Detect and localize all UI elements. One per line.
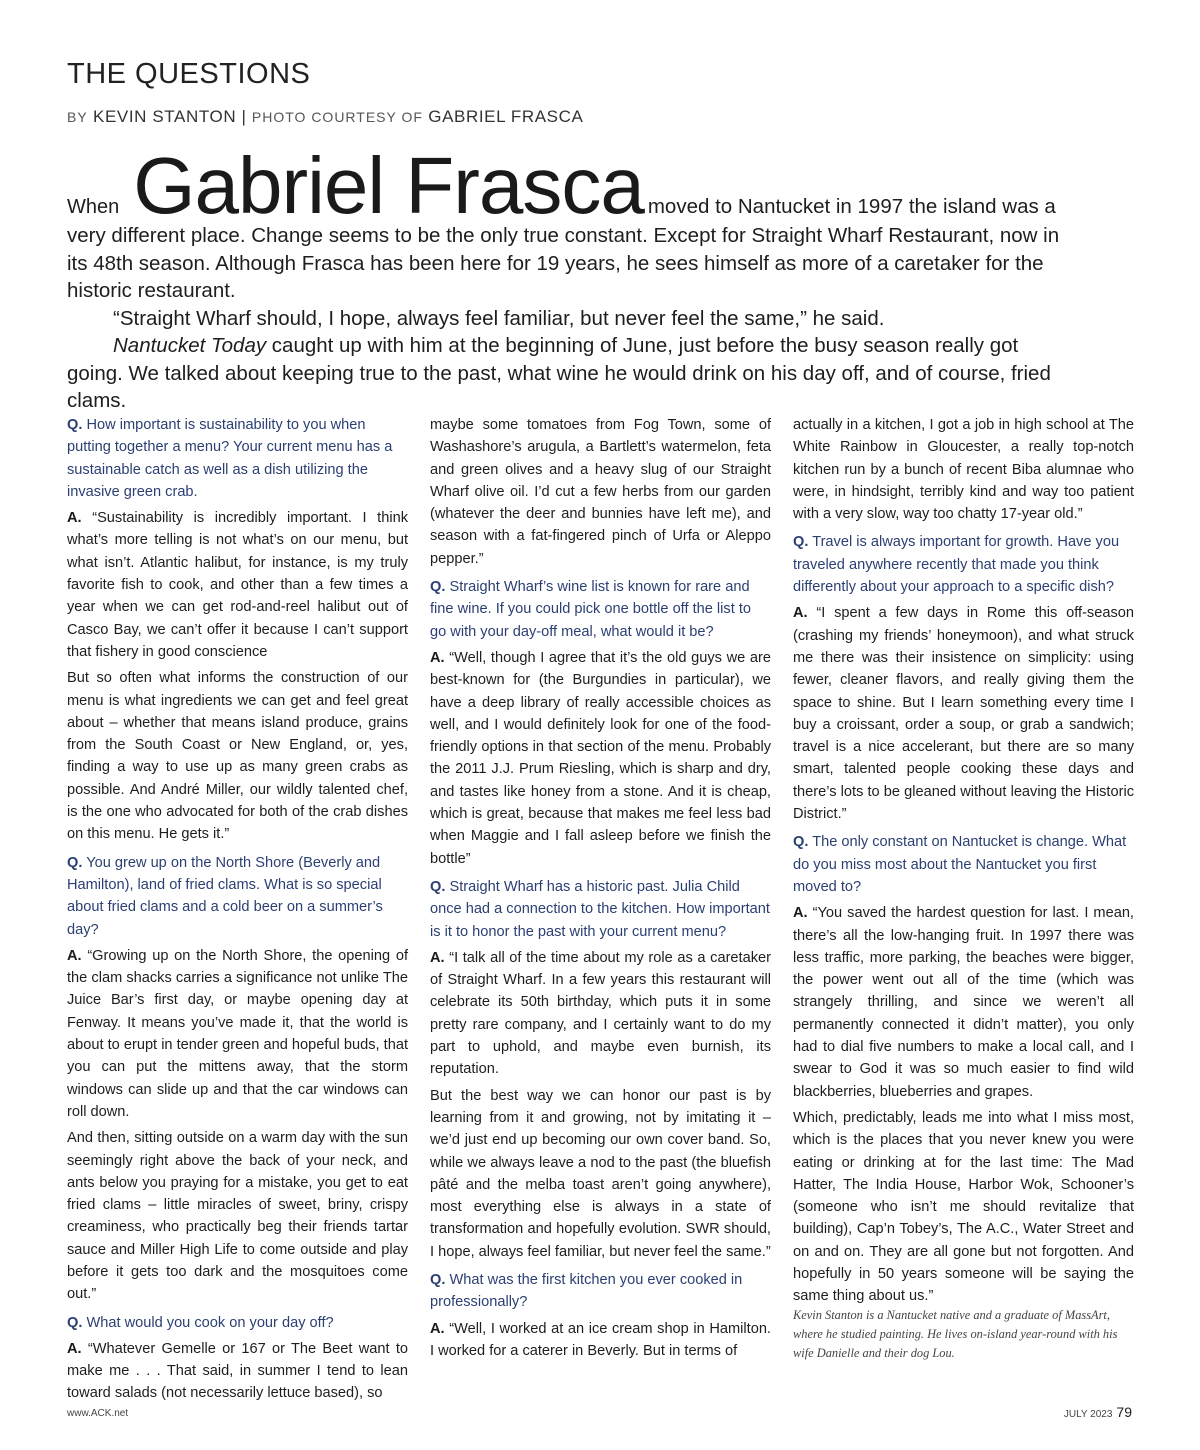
question — [67, 414, 408, 503]
q-mark: Q. — [793, 534, 809, 551]
intro-when: When — [67, 196, 120, 218]
answer — [430, 947, 771, 1081]
publication-name: Nantucket Today — [113, 334, 267, 357]
intro-paragraph-1 — [67, 141, 1067, 305]
question-text: The only constant on Nantucket is change. What do you miss most about the Nantucket you first moved to? — [793, 834, 1127, 895]
answer — [430, 647, 771, 870]
author-name: KEVIN STANTON — [93, 107, 237, 126]
byline-separator: | — [241, 107, 247, 126]
answer-text: “You saved the hardest question for last. I mean, there’s all the low-hanging fruit. In 1997 there was less traffic, more parking, the beaches were bigger, the power went out all of the time (which was strangely thrilling, and since we weren’t all permanently connected it didn’t matter), you only had to dial five numbers to make a local call, and I swear to God it was so much easier to find wild blackberries, blueberries and grapes. — [793, 905, 1134, 1100]
answer — [67, 507, 408, 663]
intro-paragraph-3 — [67, 332, 1067, 415]
q-mark: Q. — [67, 417, 83, 433]
article-column-1 — [67, 414, 408, 1409]
question — [67, 852, 408, 941]
photographer-name: GABRIEL FRASCA — [428, 107, 584, 126]
q-mark: Q. — [793, 834, 809, 851]
footer-issue — [1064, 1404, 1132, 1420]
q-mark: Q. — [430, 579, 446, 596]
question-text: How important is sustainability to you when putting together a menu? Your current menu has a sustainable catch as well as a dish utilizing the invasive green crab. — [67, 417, 393, 500]
byline — [67, 107, 583, 127]
question-text: Travel is always important for growth. Have you traveled anywhere recently that made you think differently about your approach to a specific dish? — [793, 534, 1120, 596]
a-mark: A. — [430, 1320, 445, 1337]
answer-text: “Well, I worked at an ice cream shop in Hamilton. I worked for a caterer in Beverly. But in terms of — [430, 1320, 771, 1359]
section-title: THE QUESTIONS — [67, 58, 311, 90]
a-mark: A. — [793, 605, 808, 622]
a-mark: A. — [67, 1340, 82, 1357]
question-text: What was the first kitchen you ever cooked in professionally? — [430, 1271, 743, 1311]
author-bio: Kevin Stanton is a Nantucket native and a graduate of MassArt, where he studied painting. He lives on-island year-round with his wife Danielle and their dog Lou. — [793, 1308, 1118, 1360]
q-mark: Q. — [430, 1271, 446, 1288]
answer-text: “Growing up on the North Shore, the opening of the clam shacks carries a significance not unlike The Juice Bar’s first day, or maybe opening day at Fenway. It means you’ve made it, that the world is about to erupt in tender green and hopeful buds, that you can put the mittens away, that the storm windows can slide up and that the car windows can roll down. — [67, 947, 408, 1120]
a-mark: A. — [430, 649, 445, 666]
answer-continued: maybe some tomatoes from Fog Town, some of Washashore’s arugula, a Bartlett’s watermelon, feta and green olives and a heavy slug of our Straight Wharf olive oil. I’d cut a few herbs from our garden (whatever the deer and bunnies have left me), and season with a fat-fingered pinch of Urfa or Aleppo pepper.” — [430, 417, 771, 567]
answer — [793, 602, 1134, 825]
answer — [67, 1338, 408, 1405]
answer-paragraph: But the best way we can honor our past is by learning from it and growing, not by imitating it – we’d just end up becoming our own cover band. So, while we always leave a nod to the past (the bluefish pâté and the melba toast aren’t going anywhere), most everything else is always in a state of transformation and hopefully evolution. SWR should, I hope, always feel familiar, but never feel the same.” — [430, 1087, 771, 1260]
q-mark: Q. — [430, 878, 446, 895]
q-mark: Q. — [67, 1314, 83, 1331]
answer-text: “Sustainability is incredibly important. I think what’s more telling is not what’s on our menu, but what isn’t. Atlantic halibut, for instance, is my truly favorite fish to cook, and other than a few times a year when we can get rod-and-reel halibut out of Casco Bay, we can’t offer it because I can’t support that fishery in good conscience — [67, 510, 408, 660]
intro-text-1: moved to Nantucket in 1997 the island was a very different place. Change seems to be the only true constant. Except for Straight Wharf Restaurant, now in its 48th season. Although Frasca has been here for 19 years, he sees himself as more of a caretaker for the historic restaurant. — [67, 195, 1060, 302]
answer-text: “I talk all of the time about my role as a caretaker of Straight Wharf. In a few years this restaurant will celebrate its 50th birthday, which puts it in some pretty rare company, and I certainly want to do my part to uphold, and maybe even burnish, its reputation. — [430, 949, 771, 1078]
answer-paragraph: Which, predictably, leads me into what I miss most, which is the places that you never knew you were eating or drinking at for the last time: The Mad Hatter, The India House, Harbor Wok, Schooner’s (someone who isn’t me should revitalize that building), Cap’n Tobey’s, The A.C., Water Street and on and on. They are all gone but not forgotten. And hopefully in 50 years someone will be saying the same thing about us.” — [793, 1109, 1134, 1305]
article-column-3 — [793, 414, 1134, 1312]
by-label: BY — [67, 109, 88, 125]
answer-text: “Whatever Gemelle or 167 or The Beet want to make me . . . That said, in summer I tend to lean toward salads (not necessarily lettuce based), so — [67, 1340, 409, 1402]
subject-name: Gabriel Frasca — [133, 141, 644, 230]
answer — [430, 1318, 771, 1363]
issue-date: JULY 2023 — [1063, 1409, 1113, 1420]
question-text: Straight Wharf’s wine list is known for rare and fine wine. If you could pick one bottle off the list to go with your day-off meal, what would it be? — [430, 579, 751, 640]
question — [793, 831, 1134, 898]
answer — [793, 902, 1134, 1103]
question — [67, 1312, 408, 1334]
intro — [67, 141, 1067, 415]
intro-paragraph-2: “Straight Wharf should, I hope, always feel familiar, but never feel the same,” he said. — [113, 306, 885, 330]
answer-paragraph: But so often what informs the construction of our menu is what ingredients we can get and feel great about – whether that means island produce, grains from the South Coast or New England, or, yes, finding a way to use up as many green crabs as possible. And André Miller, our wildly talented chef, is the one who advocated for both of the crab dishes on this menu. He gets it.” — [67, 670, 408, 843]
a-mark: A. — [67, 947, 82, 964]
a-mark: A. — [67, 510, 82, 527]
footer-website: www.ACK.net — [67, 1408, 129, 1419]
question — [793, 531, 1134, 598]
intro-text-3: caught up with him at the beginning of June, just before the busy season really got going. We talked about keeping true to the past, what wine he would drink on his day off, and of course, fried clams. — [67, 334, 1051, 412]
answer-continued: actually in a kitchen, I got a job in high school at The White Rainbow in Gloucester, a really top-notch kitchen run by a bunch of recent Biba alumnae who were, in hindsight, terribly kind and way too patient with a very slow, way too chatty 17-year old.” — [793, 417, 1134, 523]
a-mark: A. — [430, 949, 445, 966]
a-mark: A. — [793, 905, 808, 922]
question-text: Straight Wharf has a historic past. Julia Child once had a connection to the kitchen. How important is it to honor the past with your current menu? — [430, 878, 770, 940]
article-column-2 — [430, 414, 771, 1366]
question-text: What would you cook on your day off? — [86, 1314, 334, 1331]
question-text: You grew up on the North Shore (Beverly and Hamilton), land of fried clams. What is so special about fried clams and a cold beer on a summer’s day? — [67, 854, 383, 938]
photo-credit-label: PHOTO COURTESY OF — [251, 109, 423, 125]
question — [430, 1269, 771, 1314]
q-mark: Q. — [67, 854, 83, 871]
answer-paragraph: And then, sitting outside on a warm day with the sun seemingly right above the back of your neck, and ants below you praying for a mistake, you get to eat fried clams – little miracles of sweet, briny, crispy creaminess, who practically beg their friends tartar sauce and Miller High Life to come outside and play before it gets too dark and the mosquitoes come out.” — [67, 1130, 408, 1303]
page-number: 79 — [1116, 1404, 1132, 1420]
answer — [67, 945, 408, 1123]
question — [430, 576, 771, 643]
answer-text: “Well, though I agree that it’s the old guys we are best-known for (the Burgundies in particular), we have a deep library of really accessible choices as well, and I would definitely look for one of the food-friendly options in that section of the menu. Probably the 2011 J.J. Prum Riesling, which is sharp and dry, and tastes like honey from a stone. And it is cheap, which is great, because that makes me feel less bad when Maggie and I fall asleep before we finish the bottle” — [430, 649, 771, 867]
question — [430, 876, 771, 943]
answer-text: “I spent a few days in Rome this off-season (crashing my friends’ honeymoon), and what struck me there was their insistence on simplicity: using fewer, cleaner flavors, and really giving them the space to shine. But I learn something every time I buy a croissant, order a soup, or grab a sandwich; travel is a nice accelerant, but there are so many smart, talented people cooking these days and there’s lots to be gleaned without leaving the Historic District.” — [793, 605, 1134, 823]
